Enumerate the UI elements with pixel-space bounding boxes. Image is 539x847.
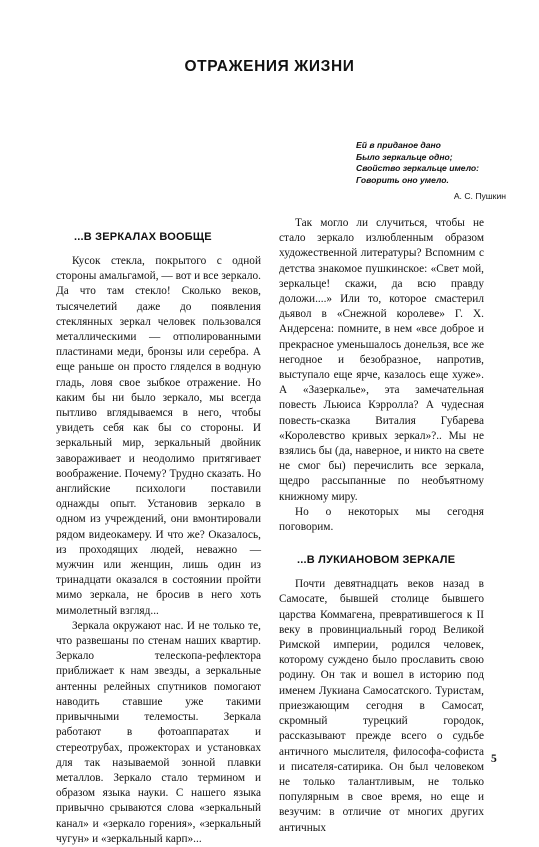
- section-heading-mirrors-general: ...В ЗЕРКАЛАХ ВООБЩЕ: [74, 231, 212, 243]
- epigraph-line: Было зеркальце одно;: [356, 151, 453, 162]
- right-column: [279, 216, 484, 836]
- epigraph-line: Говорить оно умело.: [356, 174, 449, 185]
- epigraph-line: Ей в приданое дано: [356, 140, 441, 150]
- paragraph: Почти девятнадцать веков назад в Самосате, бывшей столице бывшего царства Коммагена, превратившегося к II веку в провинциальный город Великой Римской империи, родился человек, которому суждено было прославить свою родину. Он так и вошел в историю под именем Лукиана Самосатского. Туристам, приезжающим сегодня в Самосат, скромный турецкий городок, рассказывают прежде всего о судьбе античного мыслителя, философа-софиста и писателя-сатирика. Он был человеком не только талантливым, не только популярным в свое время, но еще и везучим: в отличие от многих других античных: [279, 578, 484, 834]
- paragraph: Зеркала окружают нас. И не только те, что развешаны по стенам наших квартир. Зеркало телескопа-рефлектора приближает к нам звезды, а зеркальные антенны релейных спутников помогают наводить ставшие уже такими привычными телемосты. Зеркала работают в фотоаппаратах и стереотрубах, прожекторах и установках для так называемой зонной плавки металлов. Зеркало стало термином и образом языка науки. С нашего языка привычно срываются слова «зеркальный канал» и «зеркало горения», «зеркальный чугун» и «зеркальный карп»...: [56, 619, 261, 845]
- paragraph: Так могло ли случиться, чтобы не стало зеркало излюбленным образом художественной литературы? Вспомним с детства знакомое пушкинское: «Свет мой, зеркальце! скажи, да всю правду доложи....» Или то, которое смастерил дьявол в «Снежной королеве» Г. Х. Андерсена: помните, в нем «все доброе и прекрасное уменьшалось донельзя, все же негодное и безобразное, напротив, выступало еще ярче, казалось еще хуже». А «Зазеркалье», эта замечательная повесть Льюиса Кэрролла? А чудесная повесть-сказка Виталия Губарева «Королевство кривых зеркал»?.. Мы не взялись бы (да, наверное, и никто на свете не смог бы) перечислить все зеркала, щедро рассыпанные по необъятному книжному миру.: [279, 217, 484, 503]
- page-title: ОТРАЖЕНИЯ ЖИЗНИ: [184, 58, 355, 75]
- epigraph-author: А. С. Пушкин: [453, 191, 506, 202]
- paragraph: Но о некоторых мы сегодня поговорим.: [279, 505, 484, 534]
- section-heading-lucian-mirror: ...В ЛУКИАНОВОМ ЗЕРКАЛЕ: [297, 554, 456, 567]
- left-column: [56, 230, 261, 847]
- page-number: 5: [491, 753, 497, 765]
- epigraph-line: Свойство зеркальце имело:: [356, 163, 480, 174]
- epigraph: [356, 140, 506, 203]
- paragraph: Кусок стекла, покрытого с одной стороны амальгамой, — вот и все зеркало. Да что там стекло! Сколько веков, тысячелетий даже до появления стеклянных зеркал человек пользовался металлическими — отполированными пластинами меди, бронзы или серебра. А еще раньше он просто гляделся в водную гладь, ловя свое зыбкое отражение. Но каким бы ни было зеркало, мы всегда пытливо вглядываемся в него, чтобы увидеть себя как бы со стороны. И зеркальный мир, зеркальный двойник завораживает и неодолимо притягивает воображение. Почему? Трудно сказать. Но английские психологи поставили однажды опыт. Установив зеркало в одном из учреждений, они вмонтировали рядом видеокамеру. И что же? Оказалось, из проходящих людей, неважно — мужчин или женщин, лишь один из тринадцати оказался в состоянии пройти мимо зеркала, не бросив в него хоть мимолетный взгляд...: [56, 255, 261, 617]
